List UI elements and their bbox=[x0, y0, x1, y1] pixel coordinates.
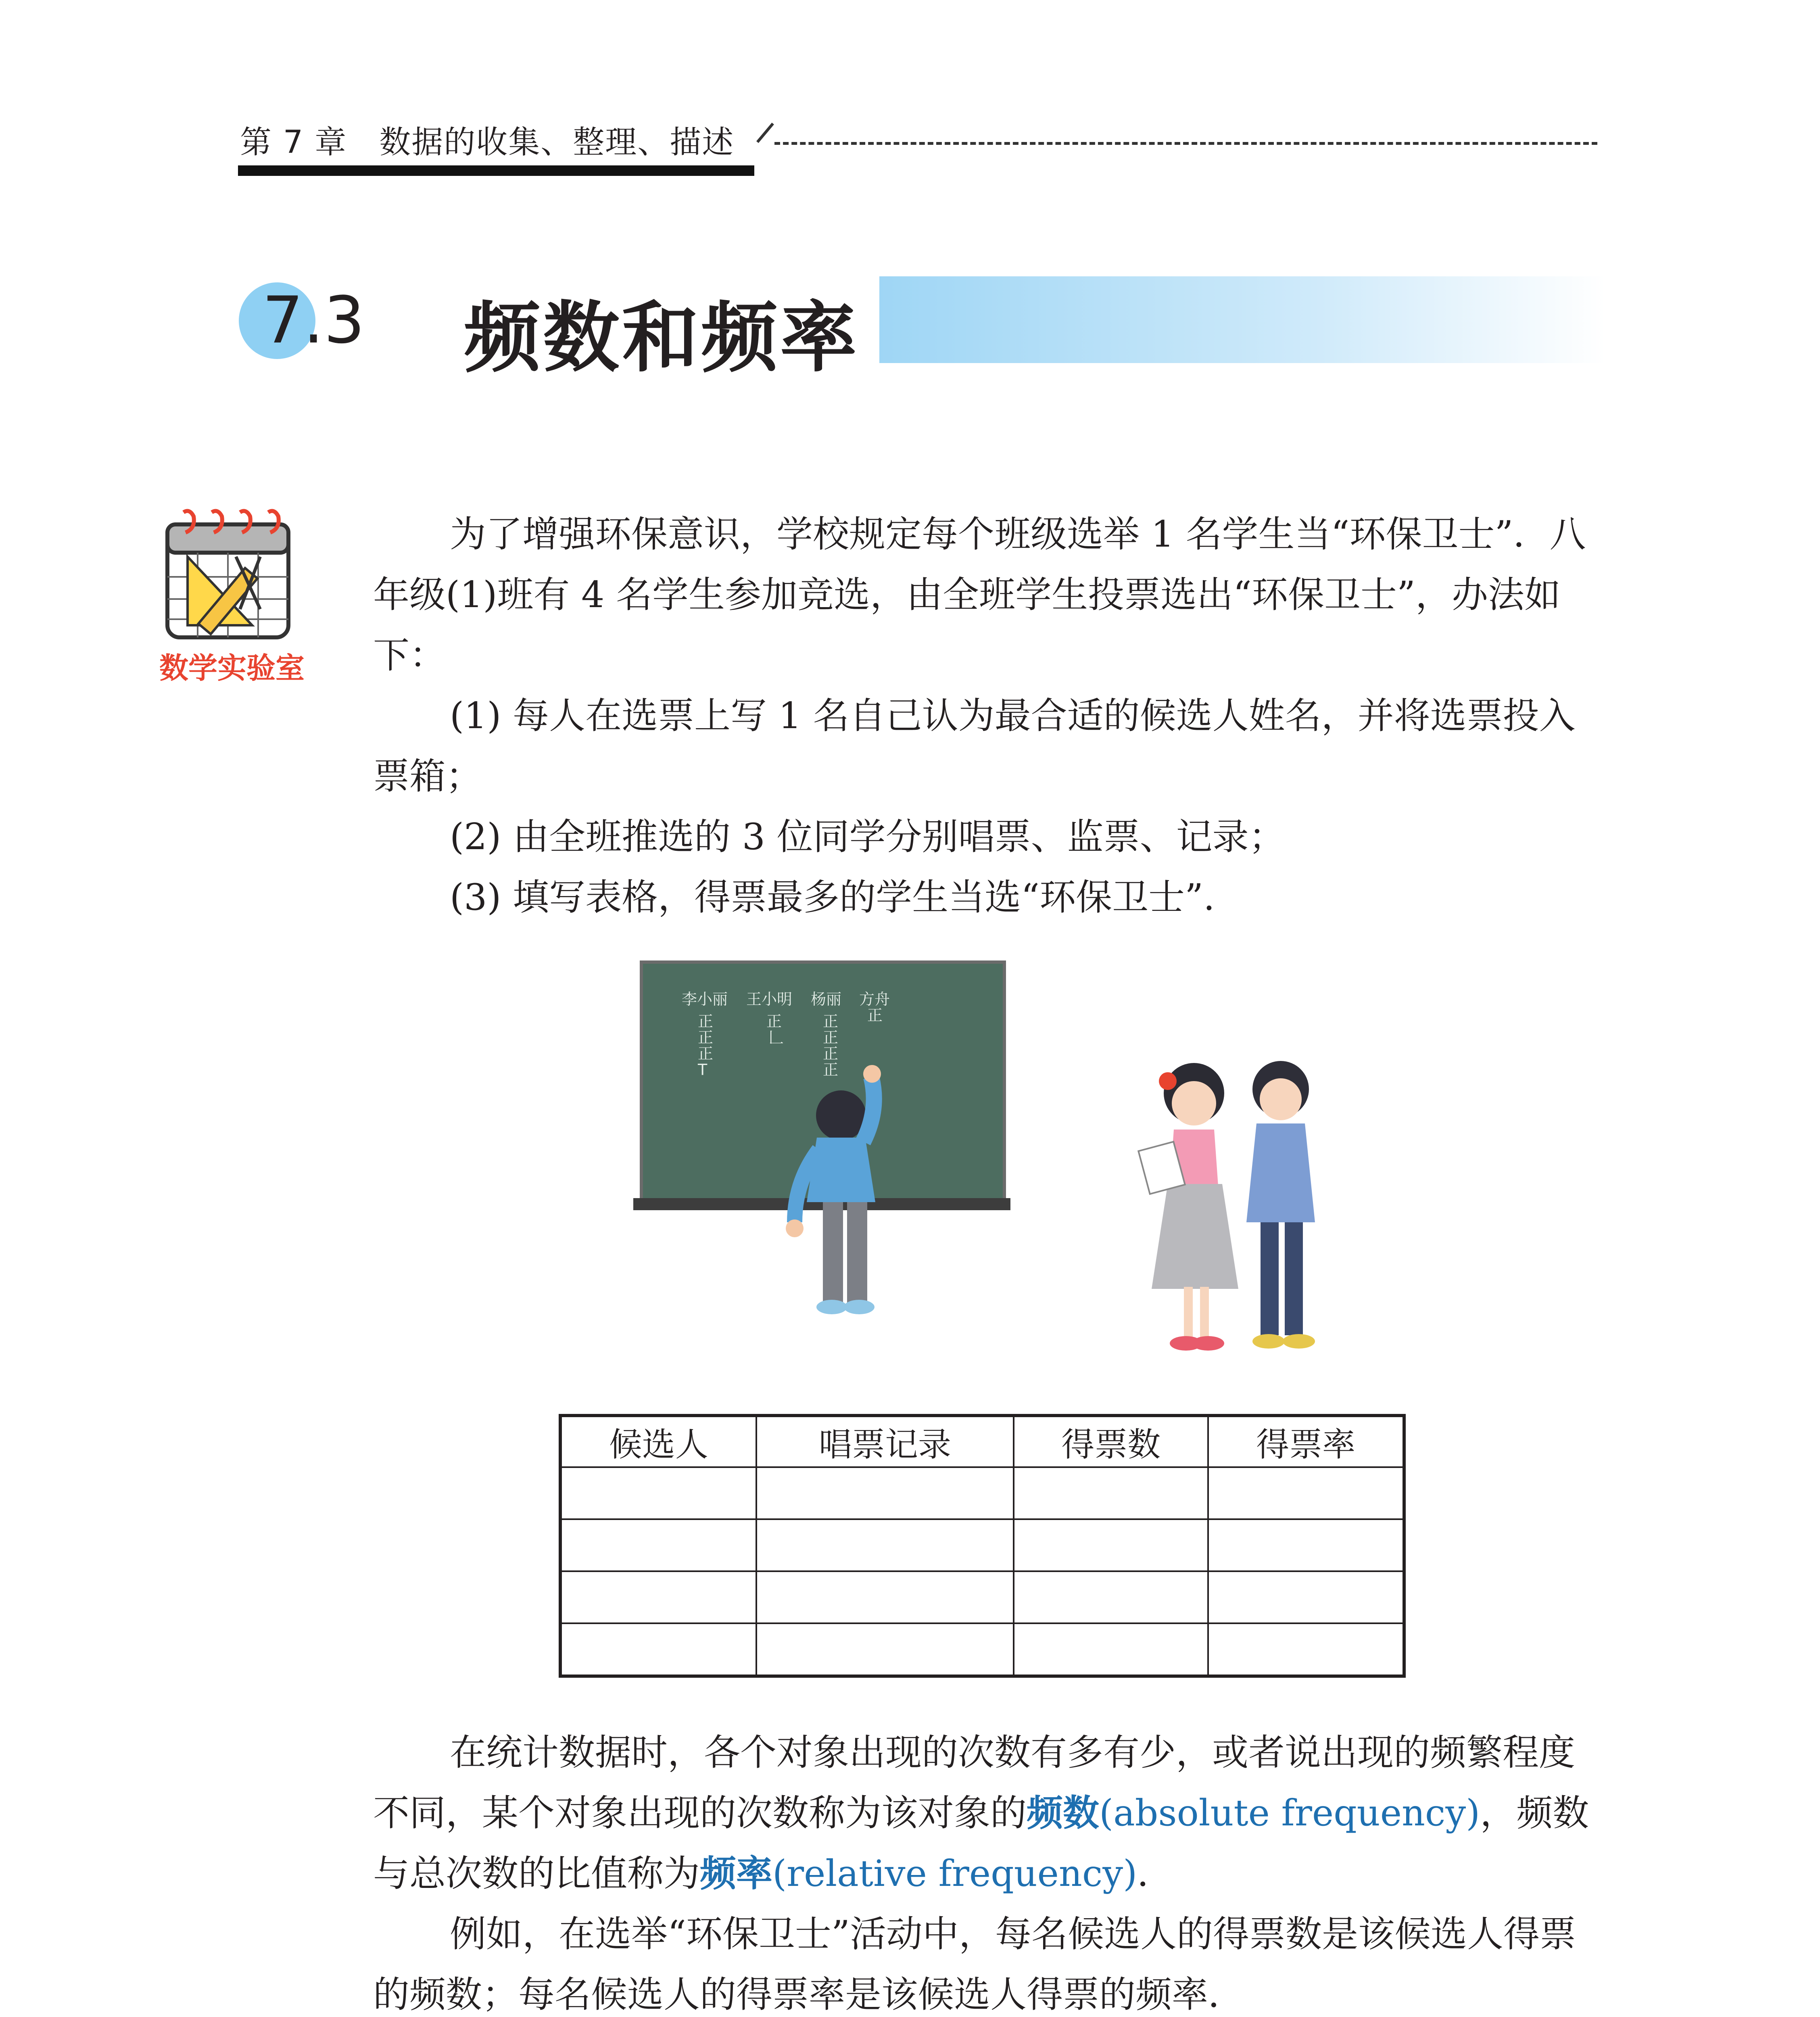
term-relative-frequency: 频率 bbox=[700, 1852, 772, 1895]
svg-text:正: 正 bbox=[823, 1029, 839, 1046]
table-cell bbox=[756, 1623, 1014, 1676]
table-cell bbox=[560, 1623, 756, 1676]
table-cell bbox=[1208, 1571, 1404, 1623]
chapter-header: 第 7 章 数据的收集、整理、描述 bbox=[240, 124, 735, 161]
section-title-band bbox=[879, 276, 1605, 363]
svg-text:正: 正 bbox=[823, 1061, 839, 1079]
header-cell: 得票数 bbox=[1014, 1416, 1208, 1467]
table-cell bbox=[1014, 1623, 1208, 1676]
definition-paragraph bbox=[373, 1723, 1599, 1904]
math-lab-label: 数学实验室 bbox=[159, 651, 305, 685]
table-cell bbox=[756, 1571, 1014, 1623]
table-cell bbox=[1208, 1623, 1404, 1676]
classroom-illustration bbox=[633, 960, 1339, 1396]
table-cell bbox=[1014, 1467, 1208, 1519]
term-absolute-frequency-en: (absolute frequency) bbox=[1099, 1792, 1480, 1834]
table-row bbox=[560, 1467, 1404, 1519]
table-cell bbox=[560, 1519, 756, 1571]
svg-text:正: 正 bbox=[867, 1006, 883, 1024]
intro-paragraph: 为了增强环保意识，学校规定每个班级选举 1 名学生当“环保卫士”．八年级(1)班有 4 名学生参加竞选，由全班学生投票选出“环保卫士”，办法如下： bbox=[373, 513, 1586, 677]
svg-text:正: 正 bbox=[766, 1013, 782, 1030]
example-paragraph: 例如，在选举“环保卫士”活动中，每名候选人的得票数是该候选人得票的频数；每名候选人的得票率是该候选人得票的频率． bbox=[373, 1913, 1576, 2016]
table-cell bbox=[756, 1467, 1014, 1519]
svg-text:正: 正 bbox=[823, 1045, 839, 1063]
intro-step-1: (1) 每人在选票上写 1 名自己认为最合适的候选人姓名，并将选票投入票箱； bbox=[373, 695, 1576, 798]
board-name: 杨丽 bbox=[811, 990, 842, 1008]
table-row bbox=[560, 1519, 1404, 1571]
header-cell: 得票率 bbox=[1208, 1416, 1404, 1467]
table-header-row bbox=[560, 1416, 1404, 1467]
definition-text: 在统计数据时，各个对象出现的次数有多有少，或者说出现的频繁程度不同，某个对象出现的次数称为该对象的 bbox=[373, 1731, 1575, 1834]
board-name: 方舟 bbox=[859, 990, 890, 1008]
svg-text:正: 正 bbox=[698, 1045, 714, 1063]
section-number: 7.3 bbox=[262, 282, 365, 358]
svg-text:T: T bbox=[698, 1061, 708, 1079]
boy-figure bbox=[1246, 1061, 1315, 1349]
svg-text:正: 正 bbox=[698, 1013, 714, 1030]
table-row bbox=[560, 1623, 1404, 1676]
vote-table bbox=[559, 1414, 1406, 1678]
section-title: 频数和频率 bbox=[464, 293, 860, 382]
table-cell bbox=[1014, 1571, 1208, 1623]
term-relative-frequency-en: (relative frequency) bbox=[772, 1852, 1138, 1895]
board-name: 李小丽 bbox=[682, 990, 728, 1008]
header-cell: 候选人 bbox=[560, 1416, 756, 1467]
header-cell: 唱票记录 bbox=[756, 1416, 1014, 1467]
header-underline bbox=[238, 165, 754, 176]
intro-step-2: (2) 由全班推选的 3 位同学分别唱票、监票、记录； bbox=[450, 816, 1285, 858]
header-dashed-rule bbox=[774, 142, 1597, 145]
definition-text: ． bbox=[1137, 1852, 1174, 1895]
table-cell bbox=[1014, 1519, 1208, 1571]
svg-text:正: 正 bbox=[823, 1013, 839, 1030]
table-cell bbox=[560, 1467, 756, 1519]
table-cell bbox=[560, 1571, 756, 1623]
intro-step-3: (3) 填写表格，得票最多的学生当选“环保卫士”. bbox=[450, 876, 1215, 919]
table-row bbox=[560, 1571, 1404, 1623]
svg-text:正: 正 bbox=[698, 1029, 714, 1046]
svg-text:𠃊: 𠃊 bbox=[768, 1029, 784, 1046]
board-name: 王小明 bbox=[746, 990, 793, 1008]
table-cell bbox=[756, 1519, 1014, 1571]
math-lab-badge bbox=[159, 508, 305, 685]
table-cell bbox=[1208, 1467, 1404, 1519]
header-divider-slash bbox=[756, 123, 774, 143]
calendar-ruler-icon bbox=[159, 508, 305, 641]
girl-figure bbox=[1138, 1063, 1238, 1351]
table-cell bbox=[1208, 1519, 1404, 1571]
term-absolute-frequency: 频数 bbox=[1027, 1792, 1099, 1834]
definition-text: ，频数与总次数的比值称为 bbox=[373, 1792, 1589, 1895]
